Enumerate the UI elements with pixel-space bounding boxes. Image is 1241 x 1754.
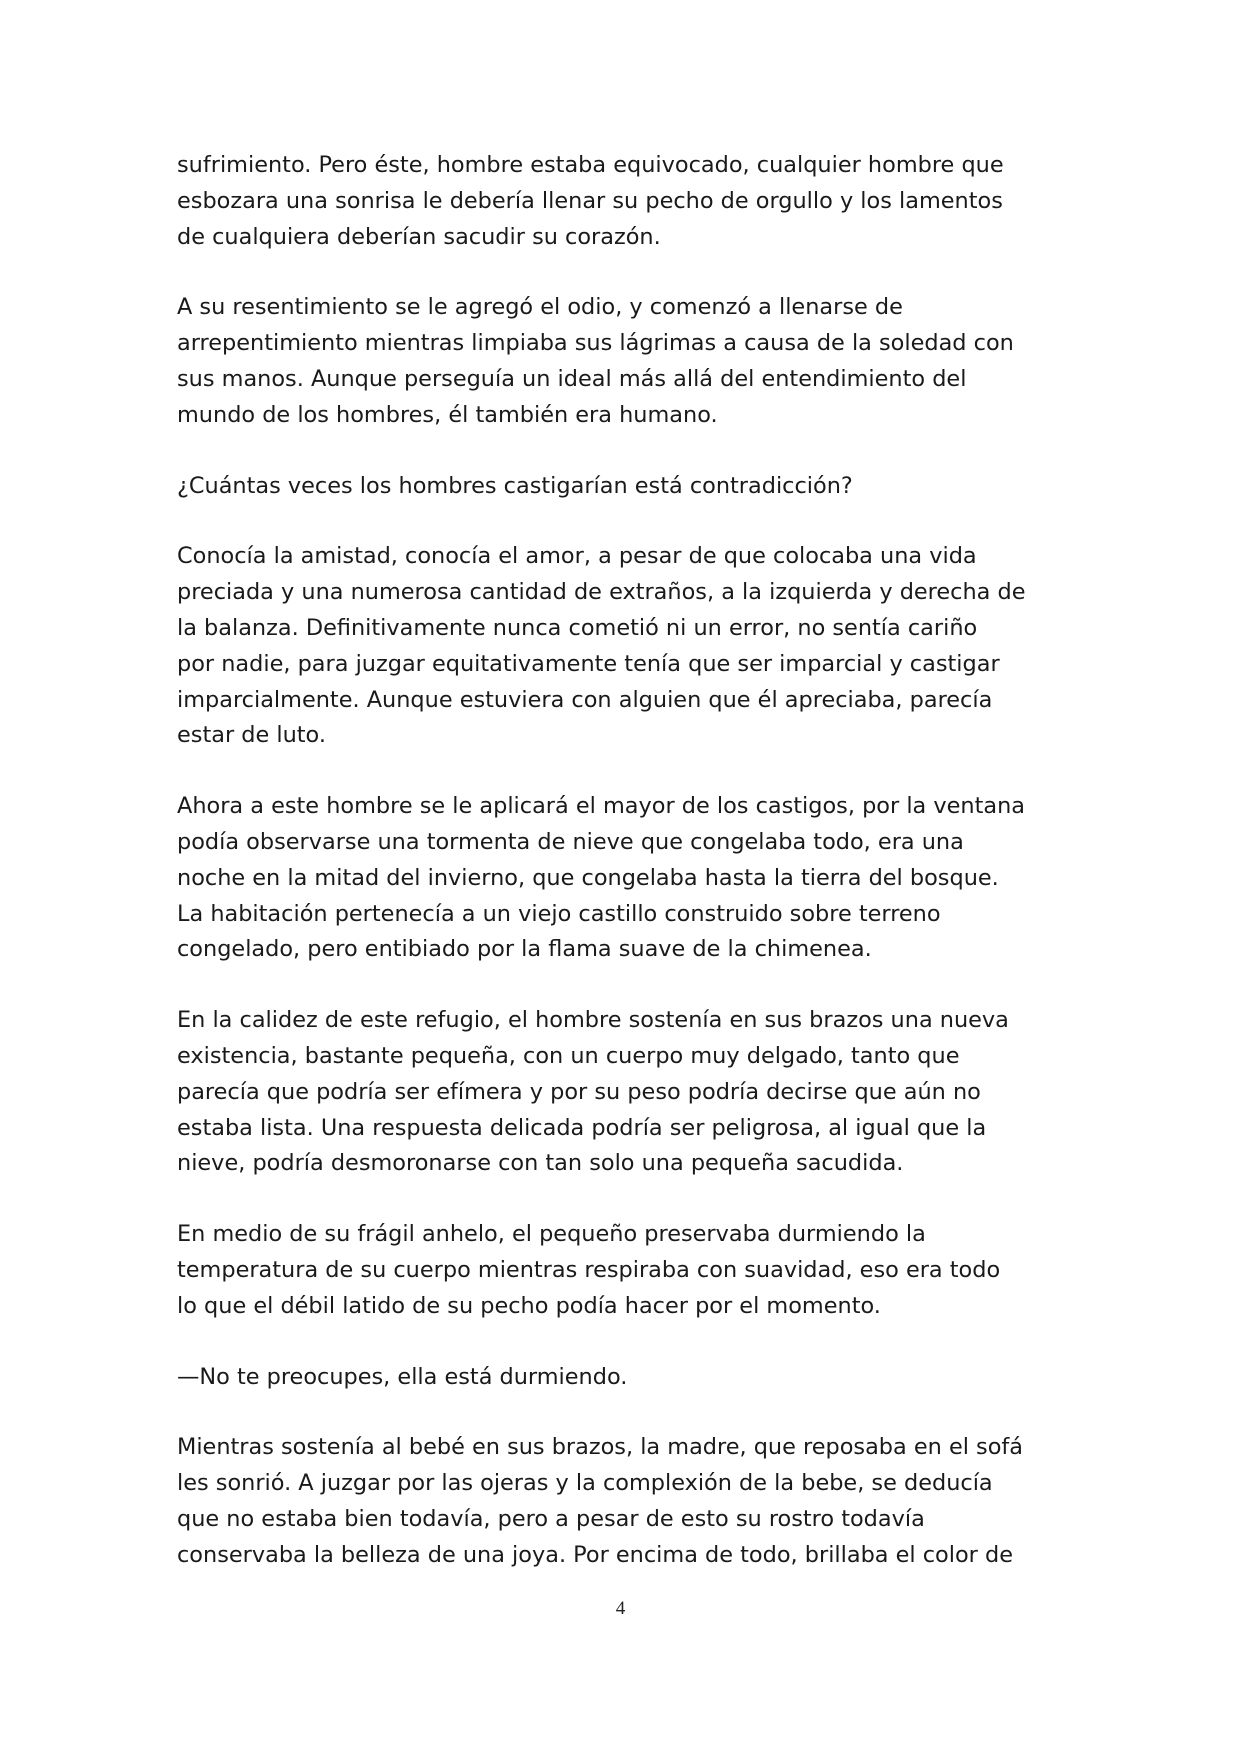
dialogue-line: —No te preocupes, ella está durmiendo. [177, 1363, 628, 1390]
paragraph: Ahora a este hombre se le aplicará el mayor de los castigos, por la ventana podía observarse una tormenta de nieve que congelaba todo, era una noche en la mitad del invierno, que congelaba hasta la tierra del bosque. La habitación pertenecía a un viejo castillo construido sobre terreno congelado, pero entibiado por la flama suave de la chimenea. [177, 793, 1026, 963]
page-number: 4 [615, 1598, 626, 1619]
body-text [177, 148, 1077, 1609]
paragraph: Conocía la amistad, conocía el amor, a pesar de que colocaba una vida preciada y una numerosa cantidad de extraños, a la izquierda y derecha de la balanza. Definitivamente nunca cometió ni un error, no sentía cariño por nadie, para juzgar equitativamente tenía que ser imparcial y castigar imparcialmente. Aunque estuviera con alguien que él apreciaba, parecía estar de luto. [177, 543, 1026, 749]
paragraph: En medio de su frágil anhelo, el pequeño preservaba durmiendo la temperatura de su cuerpo mientras respiraba con suavidad, eso era todo lo que el débil latido de su pecho podía hacer por el momento. [177, 1221, 1001, 1319]
paragraph: sufrimiento. Pero éste, hombre estaba equivocado, cualquier hombre que esbozara una sonrisa le debería llenar su pecho de orgullo y los lamentos de cualquiera deberían sacudir su corazón. [177, 152, 1004, 250]
paragraph: En la calidez de este refugio, el hombre sostenía en sus brazos una nueva existencia, bastante pequeña, con un cuerpo muy delgado, tanto que parecía que podría ser efímera y por su peso podría decirse que aún no estaba lista. Una respuesta delicada podría ser peligrosa, al igual que la nieve, podría desmoronarse con tan solo una pequeña sacudida. [177, 1007, 1009, 1177]
paragraph: A su resentimiento se le agregó el odio, y comenzó a llenarse de arrepentimiento mientras limpiaba sus lágrimas a causa de la soledad con sus manos. Aunque perseguía un ideal más allá del entendimiento del mundo de los hombres, él también era humano. [177, 294, 1014, 428]
paragraph: ¿Cuántas veces los hombres castigarían está contradicción? [177, 472, 853, 499]
paragraph: Mientras sostenía al bebé en sus brazos, la madre, que reposaba en el sofá les sonrió. A juzgar por las ojeras y la complexión de la bebe, se deducía que no estaba bien todavía, pero a pesar de esto su rostro todavía conservaba la belleza de una joya. Por encima de todo, brillaba el color de [177, 1434, 1024, 1568]
